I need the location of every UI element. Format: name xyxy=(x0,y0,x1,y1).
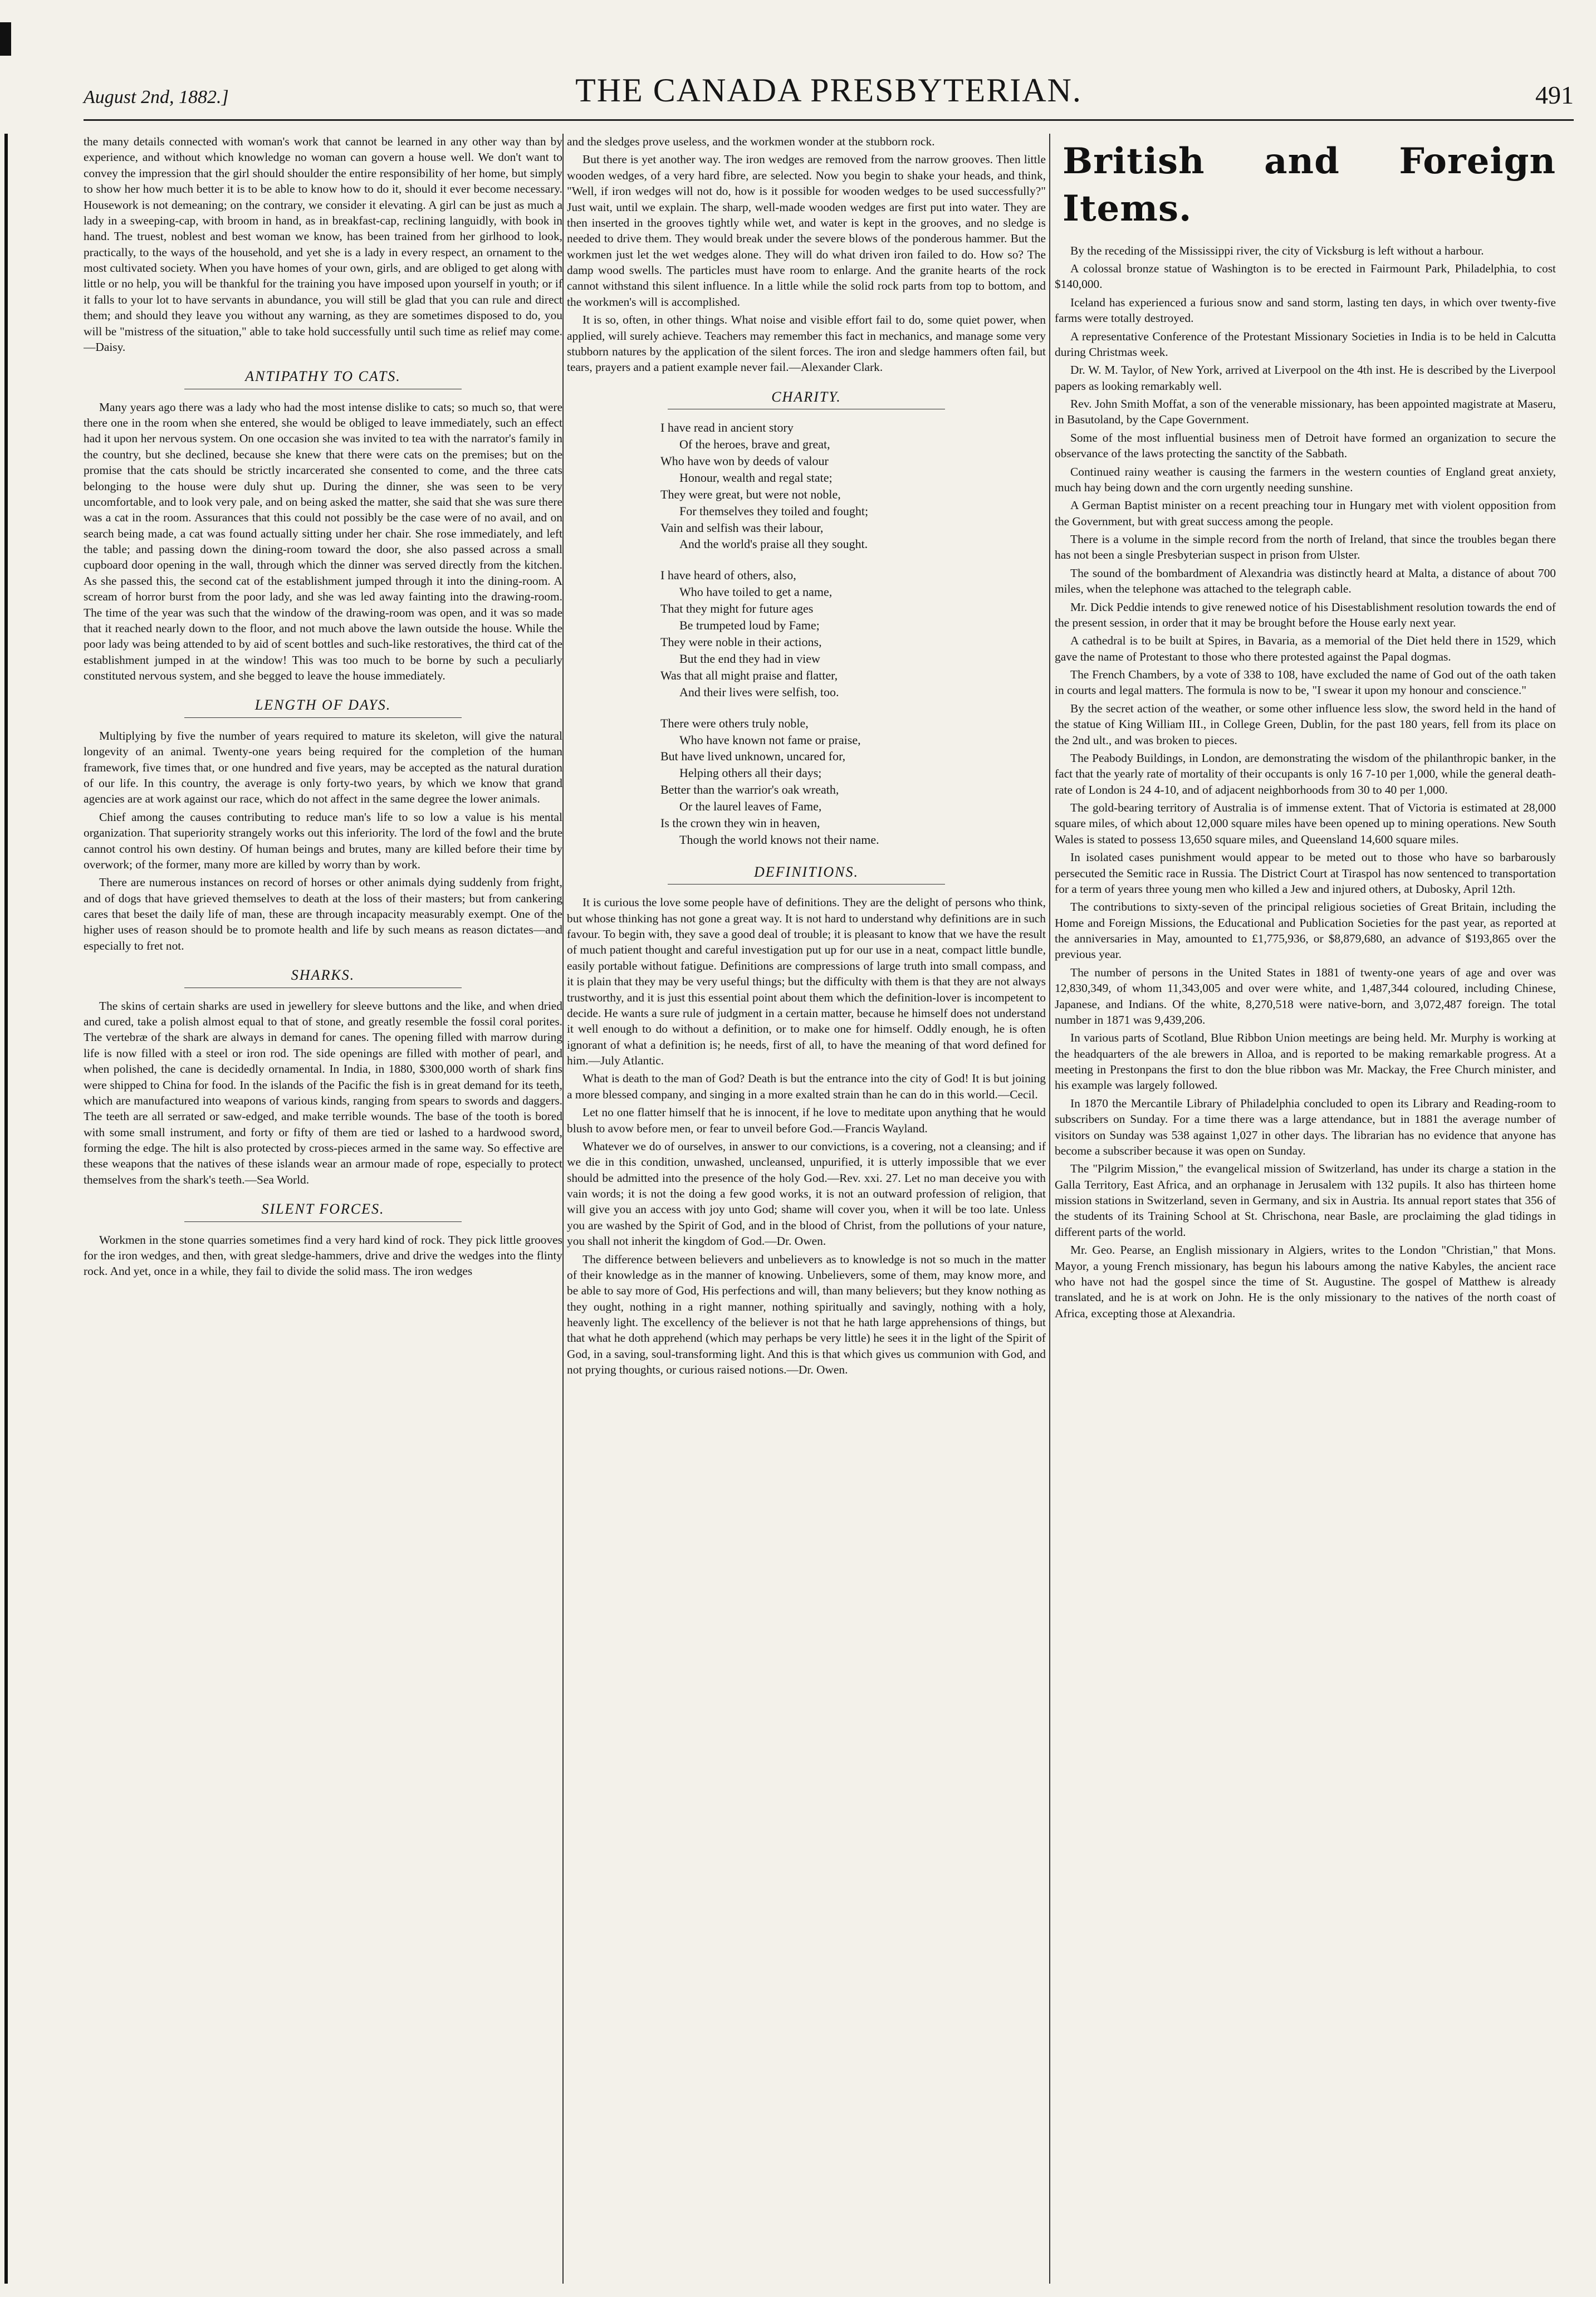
poem-line: Honour, wealth and regal state; xyxy=(679,470,833,485)
poem-line: Though the world knows not their name. xyxy=(679,832,879,847)
poem-line: Who have toiled to get a name, xyxy=(679,585,833,599)
poem-line: Was that all might praise and flatter, xyxy=(660,668,838,682)
news-item: The sound of the bombardment of Alexandria was distinctly heard at Malta, a distance of about 700 miles, when the telephone was attached to the telegraph cable. xyxy=(1055,566,1556,596)
poem-line: Is the crown they win in heaven, xyxy=(660,816,820,830)
poem-line: There were others truly noble, xyxy=(660,716,809,730)
column-1 xyxy=(84,134,562,2284)
poem-stanza xyxy=(660,567,1046,700)
section-heading-charity: CHARITY. xyxy=(668,388,946,409)
british-foreign-items-heading: British and Foreign Items. xyxy=(1063,140,1556,229)
news-item: The Peabody Buildings, in London, are demonstrating the wisdom of the philanthropic banker, in the fact that the yearly rate of mortality of their occupants is only 16 7-10 per 1,000, while the general death-rate of London is 24 4-10, and of adjacent neighborhoods from 30 to 40 per 1,000. xyxy=(1055,751,1556,796)
article-paragraph: The skins of certain sharks are used in jewellery for sleeve buttons and the like, and when dried and cured, take a polish almost equal to that of stone, and greatly resemble the fossil coral porites. The vertebræ of the shark are always in demand for canes. The opening filled with marrow during life is now filled with a steel or iron rod. The side openings are filled with mother of pearl, and when polished, the cane is decidedly ornamental. In India, in 1880, $300,000 worth of shark fins were shipped to China for food. In the islands of the Pacific the fish is in great demand for its teeth, which are manufactured into weapons of various kinds, ranging from spears to swords and daggers. The teeth are all serrated or saw-edged, and make terrible wounds. The base of the tooth is bored with some small instrument, and forty or fifty of them are tied or lashed to a hardwood sword, forming the edge. The hilt is also protected by cross-pieces armed in the same way. So effective are these weapons that the natives of these islands wear an armour made of rope, especially to protect themselves from the shark's teeth.—Sea World. xyxy=(84,999,562,1186)
poem-line: Be trumpeted loud by Fame; xyxy=(679,618,820,633)
poem-line: And the world's praise all they sought. xyxy=(679,537,868,551)
news-item: In isolated cases punishment would appear to be meted out to those who have so barbarously persecuted the Semitic race in Russia. The District Court at Tiraspol has now sentenced to transportation for a term of years three young men who killed a Jew and injured others, at Dubosky, April 12th. xyxy=(1055,851,1556,896)
poem-line: And their lives were selfish, too. xyxy=(679,685,839,699)
article-paragraph: Workmen in the stone quarries sometimes find a very hard kind of rock. They pick little grooves for the iron wedges, and then, with great sledge-hammers, drive and drive the wedges into the flinty rock. And yet, once in a while, they fail to divide the solid mass. The iron wedges xyxy=(84,1233,562,1278)
poem-line: But have lived unknown, uncared for, xyxy=(660,749,846,764)
article-paragraph: and the sledges prove useless, and the workmen wonder at the stubborn rock. xyxy=(567,135,935,148)
poem-line: They were great, but were not noble, xyxy=(660,487,841,501)
poem-line: Or the laurel leaves of Fame, xyxy=(679,799,822,814)
page-number: 491 xyxy=(1535,81,1574,109)
article-paragraph: Chief among the causes contributing to reduce man's life to so low a value is his mental organization. That superiority strangely works out this inferiority. The lord of the fowl and the brute cannot control his own destiny. Of human beings and brutes, many are killed before their time by overwork; of the former, many more are killed by worry than by work. xyxy=(84,810,562,871)
news-item: The gold-bearing territory of Australia is of immense extent. That of Victoria is estimated at 28,000 square miles, of which about 12,000 square miles have been opened up to mining operations. New South Wales is stated to possess 13,650 square miles, and Queensland 14,600 square miles. xyxy=(1055,801,1556,846)
news-item: In various parts of Scotland, Blue Ribbon Union meetings are being held. Mr. Murphy is working at the headquarters of the ale brewers in Alloa, and is reported to be making remarkable progress. At a meeting in Prestonpans the first to don the blue ribbon was Mr. Mackay, the Free Church minister, and his example was largely followed. xyxy=(1055,1031,1556,1092)
news-item: A cathedral is to be built at Spires, in Bavaria, as a memorial of the Diet held there in 1529, which gave the name of Protestant to those who there protested against the Papal dogmas. xyxy=(1055,634,1556,663)
news-item: There is a volume in the simple record from the north of Ireland, that since the troubles began there has not been a single Presbyterian suspect in prison from Ulster. xyxy=(1055,532,1556,562)
news-item: The contributions to sixty-seven of the principal religious societies of Great Britain, including the Home and Foreign Missions, the Educational and Publication Societies for the past year, as reported at the anniversaries in May, amounted to £1,775,936, or $8,879,680, an advance of $193,865 over the previous year. xyxy=(1055,900,1556,961)
news-item: Iceland has experienced a furious snow and sand storm, lasting ten days, in which over twenty-five farms were totally destroyed. xyxy=(1055,295,1556,325)
column-2 xyxy=(567,134,1046,2284)
section-heading-length-of-days: LENGTH OF DAYS. xyxy=(184,696,462,717)
news-item: The French Chambers, by a vote of 338 to 108, have excluded the name of God out of the oath taken in courts and legal matters. The formula is now to be, "I swear it upon my honour and conscience." xyxy=(1055,668,1556,697)
article-paragraph: It is so, often, in other things. What noise and visible effort fail to do, some quiet power, when applied, will surely achieve. Teachers may remember this fact in mechanics, and manage some very stubborn natures by the application of the silent forces. The iron and sledge hammers often fail, but tears, prayers and a patient example never fail.—Alexander Clark. xyxy=(567,313,1046,374)
news-item: Some of the most influential business men of Detroit have formed an organization to secure the observance of the laws protecting the sanctity of the Sabbath. xyxy=(1055,431,1556,461)
news-item: Dr. W. M. Taylor, of New York, arrived at Liverpool on the 4th inst. He is described by the Liverpool papers as looking remarkably well. xyxy=(1055,363,1556,393)
poem-line: Better than the warrior's oak wreath, xyxy=(660,783,839,797)
section-heading-definitions: DEFINITIONS. xyxy=(668,863,946,884)
section-heading-sharks: SHARKS. xyxy=(184,966,462,988)
news-item: By the receding of the Mississippi river, the city of Vicksburg is left without a harbour. xyxy=(1070,243,1484,257)
news-item: Rev. John Smith Moffat, a son of the venerable missionary, has been appointed magistrate at Maseru, in Basutoland, by the Cape Government. xyxy=(1055,397,1556,427)
news-item: A representative Conference of the Protestant Missionary Societies in India is to be held in Calcutta during Christmas week. xyxy=(1055,329,1556,359)
column-rule-1 xyxy=(562,134,564,2284)
article-paragraph: There are numerous instances on record of horses or other animals dying suddenly from fright, and of dogs that have grieved themselves to death at the loss of their masters; but from cankering cares that beset the daily life of man, these are through incapacity measurably exempt. One of the higher uses of reason should be to promote health and life by such means as reason dictates—and especially to fret not. xyxy=(84,876,562,952)
poem-line: But the end they had in view xyxy=(679,651,820,666)
section-heading-antipathy: ANTIPATHY TO CATS. xyxy=(184,367,462,389)
charity-poem xyxy=(567,419,1046,848)
news-item: A colossal bronze statue of Washington is to be erected in Fairmount Park, Philadelphia, to cost $140,000. xyxy=(1055,262,1556,291)
poem-line: I have heard of others, also, xyxy=(660,568,796,583)
article-paragraph: It is curious the love some people have of definitions. They are the delight of persons who think, but whose thinking has not gone a great way. It is not hard to understand why definitions are in such favour. To begin with, they save a good deal of trouble; it is pleasant to know that we have the result of much patient thought and careful investigation put up for our use in a neat, compact little bundle, easily portable without fatigue. Definitions are compressions of large truth into small compass, and it is plain that they may be very useful things; but the difficulty with them is that they are not always trustworthy, and it is just this essential point about them which the definition-lover is incompetent to decide. He wants a sure rule of judgment in a certain matter, because he himself does not understand it well enough to do without a definition, or to make one for himself. Oddly enough, he is often ignorant of what a definition is; he needs, first of all, to have the meaning of that word defined for him.—July Atlantic. xyxy=(567,896,1046,1068)
issue-date: August 2nd, 1882.] xyxy=(84,87,229,107)
article-paragraph: Multiplying by five the number of years required to mature its skeleton, will give the natural longevity of an animal. Twenty-one years being required for the completion of the human framework, five times that, or one hundred and five years, may be accepted as the natural duration of our life. In this country, the average is only forty-two years, by which we know that grand agencies are at work against our race, which do not affect in the same degree the lower animals. xyxy=(84,729,562,806)
newspaper-title: THE CANADA PRESBYTERIAN. xyxy=(575,72,1082,109)
article-paragraph: Whatever we do of ourselves, in answer to our convictions, is a covering, not a cleansing; and if we die in this condition, unwashed, uncleansed, unpurified, it is utterly impossible that we ever should be admitted into the presence of the holy God.—Rev. xxi. 27. Let no man deceive you with vain words; it is not the doing a few good works, it is not an outward profession of religion, that will give you an access with joy unto God; shame will cover you, when it will be too late. Unless you are washed by the Spirit of God, and in the blood of Christ, from the pollutions of your nature, you shall not inherit the kingdom of God.—Dr. Owen. xyxy=(567,1139,1046,1248)
intro-paragraph: the many details connected with woman's work that cannot be learned in any other way than by experience, and without which knowledge no woman can govern a house well. We don't want to convey the impression that the girl should shoulder the entire responsibility of her home, but simply to show her how much better it is to be able to know how to do it, should it ever become necessary. Housework is not demeaning; on the contrary, we consider it elevating. A girl can be just as much a lady in a sweeping-cap, with broom in hand, as in breakfast-cap, reclining languidly, with book in hand. The truest, noblest and best woman we know, has been trained from her girlhood to look, practically, to the ways of the household, and yet she is a lady in every respect, an ornament to the most cultivated society. When you have homes of your own, girls, and are obliged to get along with little or no help, you will be thankful for the training you have imposed upon yourself in youth; or if it falls to your lot to have servants in abundance, you will still be glad that you can rule and direct them; and should they leave you without any warning, as they are sometimes disposed to do, you will be "mistress of the situation," able to take hold successfully until such time as relief may come.—Daisy. xyxy=(84,135,562,354)
article-paragraph: The difference between believers and unbelievers as to knowledge is not so much in the matter of their knowledge as in the manner of knowing. Unbelievers, some of them, may know more, and be able to say more of God, His perfections and will, than many believers; but they know nothing as they ought, nothing in a right manner, nothing spiritually and savingly, nothing with a holy, heavenly light. The excellency of the believer is not that he hath large apprehensions of things, but that what he doth apprehend (which may perhaps be very little) he sees it in the light of the Spirit of God, in a saving, soul-transforming light. And this is that which gives us communion with God, and not prying thoughts, or curious raised notions.—Dr. Owen. xyxy=(567,1252,1046,1377)
left-margin-edge xyxy=(0,0,19,2297)
article-paragraph: Let no one flatter himself that he is innocent, if he love to meditate upon anything that he would blush to avow before men, or fear to unveil before God.—Francis Wayland. xyxy=(567,1106,1046,1135)
poem-line: Vain and selfish was their labour, xyxy=(660,520,824,535)
poem-line: That they might for future ages xyxy=(660,602,814,616)
poem-line: Helping others all their days; xyxy=(679,766,822,780)
section-heading-silent-forces: SILENT FORCES. xyxy=(184,1200,462,1221)
article-paragraph: What is death to the man of God? Death is but the entrance into the city of God! It is but joining a more blessed company, and singing in a more exalted strain than he can do in this world.—Cecil. xyxy=(567,1072,1046,1101)
news-item: Mr. Dick Peddie intends to give renewed notice of his Disestablishment resolution towards the end of the present session, in order that it may be brought before the House early next year. xyxy=(1055,600,1556,629)
poem-line: Who have won by deeds of valour xyxy=(660,453,829,468)
column-3 xyxy=(1055,134,1556,2284)
news-item: By the secret action of the weather, or some other influence less slow, the sword held in the hand of the statue of King William III., in College Green, Dublin, for the past 180 years, fell from its place on the 2nd ult., and was broken to pieces. xyxy=(1055,701,1556,747)
news-item: Mr. Geo. Pearse, an English missionary in Algiers, writes to the London "Christian," that Mons. Mayor, a young French missionary, has begun his labours among the native Kabyles, the ancient race who have not had the gospel since the time of St. Augustine. The gospel of Matthew is already translated, and he is at work on John. He is the only missionary to the natives of the north coast of Africa, excepting those at Alexandria. xyxy=(1055,1243,1556,1320)
news-item: The "Pilgrim Mission," the evangelical mission of Switzerland, has under its charge a station in the Galla Territory, East Africa, and an orphanage in Jerusalem with 132 pupils. It also has thirteen home mission stations in Switzerland, seven in Germany, and six in Austria. Its annual report states that 356 of the students of its Training School at St. Chrischona, near Basle, are proclaiming the glad tidings in different parts of the world. xyxy=(1055,1162,1556,1239)
poem-stanza xyxy=(660,715,1046,848)
poem-line: They were noble in their actions, xyxy=(660,634,822,649)
poem-line: For themselves they toiled and fought; xyxy=(679,504,869,518)
news-item: A German Baptist minister on a recent preaching tour in Hungary met with violent opposition from the Government, but with great success among the people. xyxy=(1055,499,1556,528)
news-item: Continued rainy weather is causing the farmers in the western counties of England great anxiety, much hay being down and the corn urgently needing sunshine. xyxy=(1055,465,1556,494)
news-item: In 1870 the Mercantile Library of Philadelphia concluded to open its Library and Reading-room to subscribers on Sunday. For a time there was a large attendance, but in 1881 the average number of visitors on Sunday was 538 against 1,027 in other days. The librarian has no evidence that anyone has become a subscriber because it was open on Sunday. xyxy=(1055,1096,1556,1157)
news-item: The number of persons in the United States in 1881 of twenty-one years of age and over was 12,830,349, of whom 11,343,005 and over were white, and 1,487,344 coloured, including Chinese, Japanese, and Indians. Of the white, 8,270,518 were native-born, and 3,072,487 foreign. The total number in 1871 was 9,439,206. xyxy=(1055,965,1556,1027)
article-paragraph: Many years ago there was a lady who had the most intense dislike to cats; so much so, that were there one in the room when she entered, she would be obliged to leave immediately, such an effect had it upon her nervous system. On one occasion she was invited to tea with the narrator's family in the country, but she declined, because she knew that there were cats on the premises; but on the promise that the cats should be strictly incarcerated she consented to come, and the three cats belonging to the house were duly shut up. During the dinner, she was seen to be very uncomfortable, and to look very pale, and on being asked the matter, she said that she was sure there was a cat in the room. Assurances that this could not possibly be the case were of no avail, and on search being made, a cat was found actually sitting under her chair. She rose immediately, and left the table; and passing down the dining-room toward the door, she also passed across a small cupboard door opening in the wall, through which the dinner was served directly from the kitchen. As she passed this, the second cat of the establishment jumped through it into the dining-room. A scream of horror burst from the poor lady, and she was led away fainting into the drawing-room. The time of the year was such that the window of the drawing-room was open, and it was so made that it reached nearly down to the floor, and not much above the lawn outside the house. While the poor lady was being attended to by aid of scent bottles and such-like restoratives, the third cat of the establishment jumped in at the window! This was too much to be borne by such a peculiarly constituted nervous system, and she begged to leave the house immediately. xyxy=(84,400,562,683)
article-paragraph: But there is yet another way. The iron wedges are removed from the narrow grooves. Then little wooden wedges, of a very hard fibre, are selected. Now you begin to shake your heads, and think, "Well, if iron wedges will not do, how is it possible for wooden wedges to be used successfully?" Just wait, until we explain. The sharp, well-made wooden wedges are first put into water. They are then inserted in the grooves tightly while wet, and water is kept in the grooves, and no sledge is needed to drive them. They would break under the severe blows of the ponderous hammer. But the workmen just let the wet wedges alone. They will do what driven iron failed to do. How so? The damp wood swells. The particles must have room to enlarge. And the granite hearts of the rock cannot withstand this silent influence. In a little while the solid rock parts from top to bottom, and the workmen's will is accomplished. xyxy=(567,153,1046,309)
column-rule-2 xyxy=(1049,134,1050,2284)
page-header xyxy=(84,66,1574,121)
poem-line: Of the heroes, brave and great, xyxy=(679,437,830,451)
poem-stanza xyxy=(660,419,1046,553)
poem-line: Who have known not fame or praise, xyxy=(679,732,861,747)
poem-line: I have read in ancient story xyxy=(660,421,794,435)
